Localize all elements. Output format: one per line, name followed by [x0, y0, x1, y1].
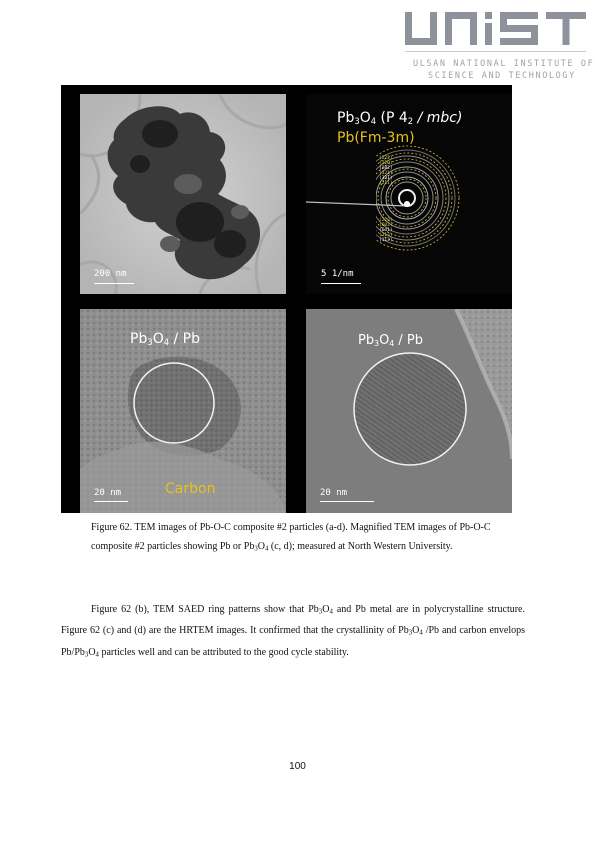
ring-label: (211) [379, 181, 393, 186]
panel-a-micrograph [80, 94, 286, 294]
ring-label: (113) [379, 238, 393, 243]
panel-b-phase-pb: Pb(Fm-3m) [337, 130, 415, 146]
ring-label: (220) [379, 218, 393, 223]
panel-d-phase-label: $Pb_3O_4$ / Pb [358, 333, 424, 348]
panel-c-scale-label: 20 nm [94, 488, 122, 498]
figure-caption: Figure 62. TEM images of Pb-O-C composite #2 particles (a-d). Magnified TEM images of Pb-O-C composite #2 particles showing Pb or $Pb_3O_4$ (c, d); measured at North Western University. [91, 522, 491, 553]
ring-label: (220) [379, 161, 393, 166]
body-paragraph: Figure 62 (b), TEM SAED ring patterns show that $Pb_3O_4$ and Pb metal are in polycrystalline structure. Figure 62 (c) and (d) are the HRTEM images. It confirmed that the crystallinity of $Pb_3O_4$ /Pb and carbon envelops $Pb/Pb_3O_4$ particles well and can be attributed to the good cycle stability. [61, 604, 525, 659]
panel-d-scale-label: 20 nm [320, 488, 348, 498]
unist-logo [400, 10, 595, 82]
panel-d-scale-bar [320, 501, 374, 502]
panel-a-tem-image [80, 94, 286, 294]
tem-figure [61, 85, 512, 513]
panel-c-phase-label: $Pb_3O_4$ / Pb [130, 331, 201, 348]
ring-label: (222) [379, 156, 393, 161]
ring-label: (602) [379, 223, 393, 228]
institution-name-line2: SCIENCE AND TECHNOLOGY [428, 71, 576, 81]
panel-b-ring-labels-bottom [379, 218, 393, 243]
ring-label: (113) [379, 233, 393, 238]
institution-name-line1: ULSAN NATIONAL INSTITUTE OF [413, 59, 595, 69]
ring-label: (641) [379, 228, 393, 233]
panel-c-hrtem-image [80, 309, 286, 513]
panel-c-carbon-label: Carbon [165, 481, 216, 497]
panel-b-scale-bar [321, 283, 361, 284]
panel-d-hrtem-image [306, 309, 512, 513]
ring-label: (202) [379, 166, 393, 171]
panel-c-scale-bar [94, 501, 128, 502]
panel-b-saed-pattern [306, 94, 512, 294]
panel-b-phase-pb3o4: $Pb_3O_4$ (P $4_2 / mbc$) [337, 110, 463, 127]
panel-b-scale-label: 5 1/nm [321, 269, 354, 279]
panel-a-scale-label: 200 nm [94, 269, 127, 279]
panel-a-scale-bar [94, 283, 134, 284]
unist-logotype [400, 10, 588, 55]
page-number: 100 [289, 761, 306, 772]
ring-label: (321) [379, 176, 393, 181]
panel-b-ring-labels-top [379, 156, 393, 186]
ring-label: (321) [379, 171, 393, 176]
